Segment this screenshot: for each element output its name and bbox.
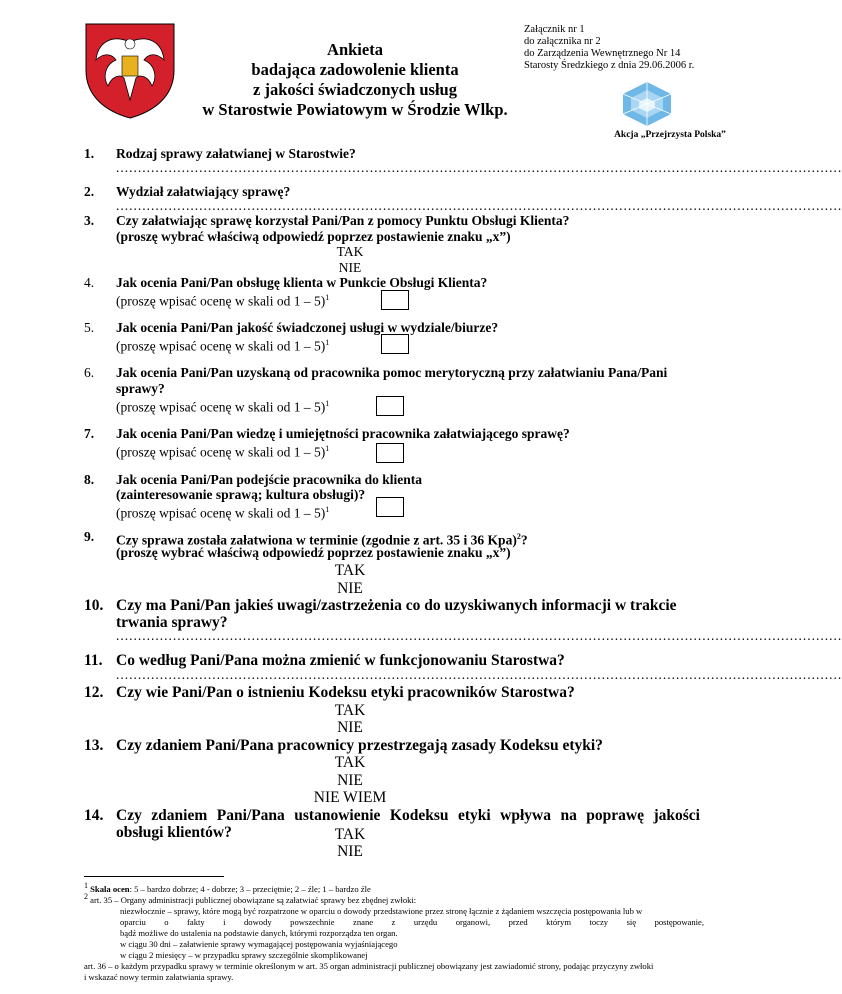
question-text-cont: (zainteresowanie sprawą; kultura obsługi)? xyxy=(116,487,366,502)
question-text: Jak ocenia Pani/Pan jakość świadczonej usługi w wydziale/biurze? xyxy=(116,320,499,335)
rating-box[interactable] xyxy=(381,290,409,310)
question-text: Czy ma Pani/Pan jakieś uwagi/zastrzeżenia co do uzyskiwanych informacji w trakcie xyxy=(116,597,677,614)
title-line: z jakości świadczonych usług xyxy=(253,80,457,99)
footnote-line: bądź możliwe do ustalenia na podstawie danych, którymi rozporządza ten organ. xyxy=(120,927,398,938)
question-instruction: (proszę wybrać właściwą odpowiedź poprzez postawienie znaku „x”) xyxy=(116,545,511,560)
question-text: Jak ocenia Pani/Pan podejście pracownika do klienta xyxy=(116,472,423,487)
question-number: 4. xyxy=(84,275,95,290)
footnote-line: i wskazać nowy termin załatwiania sprawy. xyxy=(84,971,234,982)
question-text: Czy zdaniem Pani/Pana pracownicy przestrzegają zasady Kodeksu etyki? xyxy=(116,737,603,754)
option-nie[interactable]: NIE xyxy=(337,580,363,597)
question-text: Czy wie Pani/Pan o istnieniu Kodeksu etyki pracowników Starostwa? xyxy=(116,684,575,701)
question-text: Jak ocenia Pani/Pan obsługę klienta w Punkcie Obsługi Klienta? xyxy=(116,275,488,290)
title-line: Ankieta xyxy=(327,40,383,59)
question-text: Czy zdaniem Pani/Pana ustanowienie Kodeksu etyki wpływa na poprawę jakości xyxy=(116,807,700,824)
footnote-line: w ciągu 30 dni – załatwienie sprawy wymagającej postępowania wyjaśniającego xyxy=(120,938,398,949)
question-instruction: (proszę wybrać właściwą odpowiedź poprzez postawienie znaku „x”) xyxy=(116,229,511,244)
question-instruction: (proszę wpisać ocenę w skali od 1 – 5)$^1$ xyxy=(116,444,330,460)
option-nie[interactable]: NIE xyxy=(337,843,363,860)
rating-box[interactable] xyxy=(376,497,404,517)
question-number: 13. xyxy=(84,737,104,754)
question-number: 1. xyxy=(84,146,95,161)
question-text: Co według Pani/Pana można zmienić w funkcjonowaniu Starostwa? xyxy=(116,652,565,669)
question-text: Jak ocenia Pani/Pan uzyskaną od pracownika pomoc merytoryczną przy załatwianiu Pana/Pani xyxy=(116,365,668,380)
option-tak[interactable]: TAK xyxy=(334,826,366,843)
question-number: 6. xyxy=(84,365,95,380)
rating-box[interactable] xyxy=(376,443,404,463)
question-text: Czy sprawa została załatwiona w terminie (zgodnie z art. 35 i 36 Kpa)$^2$? xyxy=(116,532,528,548)
annex-line: Starosty Średzkiego z dnia 29.06.2006 r. xyxy=(524,60,695,71)
option-tak[interactable]: TAK xyxy=(334,562,366,579)
option-tak[interactable]: TAK xyxy=(336,244,364,259)
answer-line[interactable]: ...................................................................................................................................................................... xyxy=(116,667,842,682)
question-text: Rodzaj sprawy załatwianej w Starostwie? xyxy=(116,146,356,161)
rating-box[interactable] xyxy=(376,396,404,416)
answer-line[interactable]: ...................................................................................................................................................................... xyxy=(116,628,842,643)
question-instruction: (proszę wpisać ocenę w skali od 1 – 5)$^1$ xyxy=(116,505,330,521)
question-number: 11. xyxy=(84,652,103,669)
footnote-line: oparciu o fakty i dowody powszechnie znane z urzędu organowi, przed którym toczy się postępowanie, xyxy=(120,916,704,927)
question-text-cont: obsługi klientów? xyxy=(116,824,232,841)
question-number: 14. xyxy=(84,807,104,824)
question-number: 3. xyxy=(84,213,95,228)
option-nie[interactable]: NIE xyxy=(337,772,363,789)
footnote-line: art. 36 – o każdym przypadku sprawy w terminie określonym w art. 35 organ administracji publicznej obowiązany jest zawiadomić strony, podając przyczyny zwłoki xyxy=(84,960,654,971)
annex-line: do Zarządzenia Wewnętrznego Nr 14 xyxy=(524,48,681,59)
question-number: 10. xyxy=(84,597,104,614)
answer-line[interactable]: ...................................................................................................................................................................... xyxy=(116,160,842,175)
annex-line: do załącznika nr 2 xyxy=(524,36,601,47)
question-instruction: (proszę wpisać ocenę w skali od 1 – 5)$^1$ xyxy=(116,338,330,354)
question-text-cont: trwania sprawy? xyxy=(116,614,228,631)
footnote-1: $^1$ Skala ocen: 5 – bardzo dobrze; 4 - dobrze; 3 – przeciętnie; 2 – źle; 1 – bardzo źle xyxy=(84,881,371,894)
annex-note xyxy=(524,24,764,72)
question-text: Jak ocenia Pani/Pan wiedzę i umiejętności pracownika załatwiającego sprawę? xyxy=(116,426,570,441)
question-number: 12. xyxy=(84,684,104,701)
title-line: badająca zadowolenie klienta xyxy=(251,60,459,79)
question-number: 5. xyxy=(84,320,95,335)
title-line: w Starostwie Powiatowym w Środzie Wlkp. xyxy=(202,100,508,119)
footnote-line: niezwłocznie – sprawy, które mogą być rozpatrzone w oparciu o dowody przedstawione przez stronę łącznie z żądaniem wszczęcia postępowania lub w xyxy=(120,905,643,916)
option-nie[interactable]: NIE xyxy=(338,260,362,275)
option-nie[interactable]: NIE xyxy=(337,719,363,736)
option-nie-wiem[interactable]: NIE WIEM xyxy=(313,789,387,806)
footnote-line: w ciągu 2 miesięcy – w przypadku sprawy szczególnie skomplikowanej xyxy=(120,949,368,960)
coat-of-arms-logo xyxy=(82,20,178,120)
question-number: 8. xyxy=(84,472,95,487)
question-number: 2. xyxy=(84,184,95,199)
page-title xyxy=(180,40,530,120)
question-instruction: (proszę wpisać ocenę w skali od 1 – 5)$^1$ xyxy=(116,293,330,309)
footnote-divider xyxy=(84,876,224,877)
option-tak[interactable]: TAK xyxy=(334,754,366,771)
question-text-cont: sprawy? xyxy=(116,381,165,396)
przejrzysta-polska-emblem xyxy=(617,80,677,128)
footnote-2 xyxy=(84,891,704,983)
question-instruction: (proszę wpisać ocenę w skali od 1 – 5)$^1$ xyxy=(116,399,330,415)
question-text: Wydział załatwiający sprawę? xyxy=(116,184,291,199)
footnote-line: $^2$ art. 35 – Organy administracji publicznej obowiązane są załatwiać sprawy bez zbędnej zwłoki: xyxy=(84,892,417,905)
question-number: 7. xyxy=(84,426,95,441)
answer-line[interactable]: ...................................................................................................................................................................... xyxy=(116,198,842,213)
akcja-label: Akcja „Przejrzysta Polska” xyxy=(614,130,726,140)
question-text: Czy załatwiając sprawę korzystał Pani/Pan z pomocy Punktu Obsługi Klienta? xyxy=(116,213,570,228)
question-number: 9. xyxy=(84,529,95,544)
annex-line: Załącznik nr 1 xyxy=(524,24,585,35)
rating-box[interactable] xyxy=(381,334,409,354)
option-tak[interactable]: TAK xyxy=(334,702,366,719)
